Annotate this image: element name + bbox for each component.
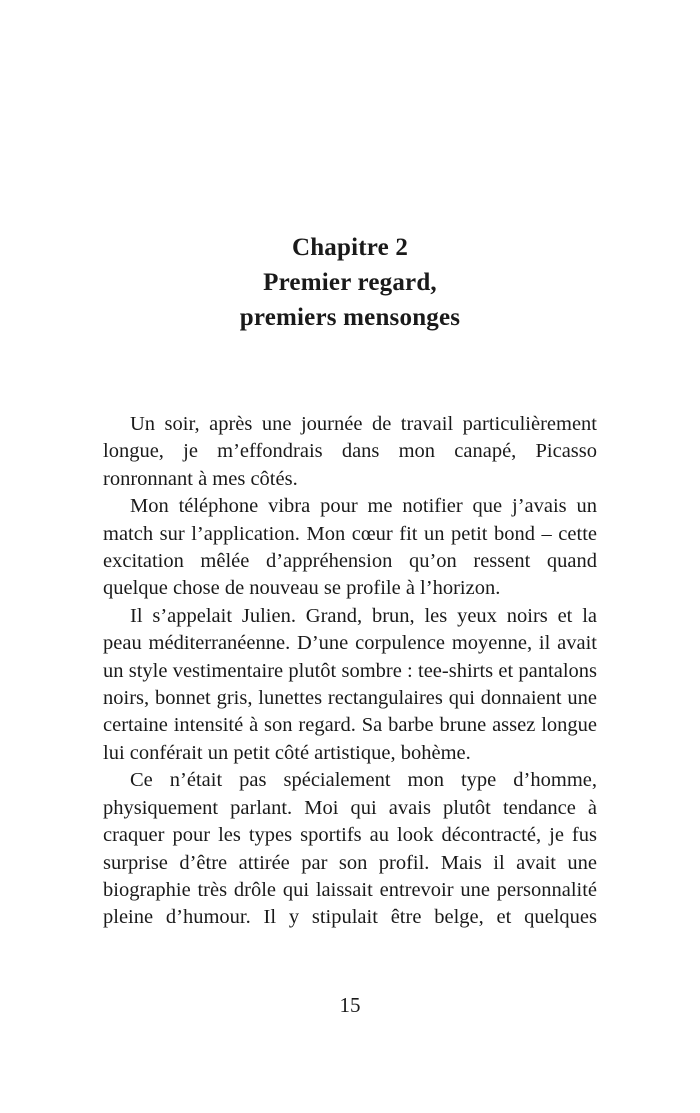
chapter-title-line-1: Premier regard, (263, 269, 437, 296)
body-text (103, 411, 597, 932)
paragraph: Ce n’était pas spécialement mon type d’homme, physiquement parlant. Moi qui avais plutôt tendance à craquer pour les types sportifs au look décontracté, je fus surprise d’être attirée par son profil. Mais il avait une biographie très drôle qui laissait entrevoir une personnalité pleine d’humour. Il y stipulait être belge, et quelques (103, 769, 597, 929)
paragraph: Mon téléphone vibra pour me notifier que j’avais un match sur l’application. Mon cœur fit un petit bond – cette excitation mêlée d’appréhension qu’on ressent quand quelque chose de nouveau se profile à l’horizon. (103, 495, 597, 600)
chapter-title-line-2: premiers mensonges (239, 304, 461, 331)
paragraph: Il s’appelait Julien. Grand, brun, les yeux noirs et la peau méditerranéenne. D’une corpulence moyenne, il avait un style vestimentaire plutôt sombre : tee-shirts et pantalons noirs, bonnet gris, lunettes rectangulaires qui donnaient une certaine intensité à son regard. Sa barbe brune assez longue lui conférait un petit côté artistique, bohème. (103, 604, 597, 764)
chapter-heading (0, 230, 700, 335)
chapter-number: Chapitre 2 (291, 234, 409, 261)
page-number: 15 (339, 993, 361, 1017)
paragraph: Un soir, après une journée de travail particulièrement longue, je m’effondrais dans mon canapé, Picasso ronronnant à mes côtés. (103, 413, 597, 490)
